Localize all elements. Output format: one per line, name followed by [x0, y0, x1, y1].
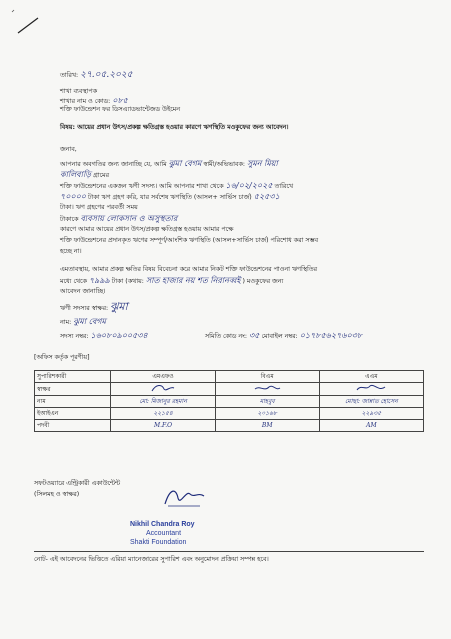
addressee-line-3: শক্তি ফাউন্ডেশন ফর ডিসএ্যাডভান্টেজড উইমেন	[60, 106, 181, 113]
stamp-org: Shakti Foundation	[130, 539, 187, 546]
row-label-signature: স্বাক্ষর	[35, 383, 111, 396]
am-ein: ২২৯৩৫	[319, 408, 423, 420]
table-row	[35, 408, 424, 420]
body-text: গ্রামের	[92, 172, 110, 179]
am-designation: AM	[319, 420, 423, 432]
body-text: মধ্যে থেকে	[60, 278, 87, 285]
member-signature-label: ঋণী সদস্যর স্বাক্ষর:	[60, 305, 109, 312]
mobile-label: মোবাইল নম্বর:	[261, 333, 298, 340]
bm-signature	[215, 383, 319, 396]
col-head-mfo: এমএফও	[111, 371, 215, 383]
col-head-am: এএম	[319, 371, 423, 383]
col-head-bm: বিএম	[215, 371, 319, 383]
body-line-8: শক্তি ফাউন্ডেশনের প্রদানকৃত ঋণের সম্পূর্ণ/আংশিক ঋণস্থিতি (আসল+সার্ভিস চার্জ) পরিশোধ করা সম্ভব	[60, 237, 319, 244]
table-row	[35, 383, 424, 396]
samity-code: ৩৫	[249, 331, 260, 340]
body-line-6	[60, 215, 177, 224]
table-row	[35, 420, 424, 432]
table-row	[35, 371, 424, 383]
member-signature: ঝুমা	[110, 300, 128, 313]
footer-note: নোট- এই আবেদনের ভিত্তিতে এরিয়া ম্যানেজারের সুপারিশ এবং অনুমোদন প্রক্রিয়া সম্পন্ন হবে।	[34, 556, 269, 563]
body-p2-line-2	[60, 277, 283, 286]
body-line-4	[60, 193, 280, 202]
subject-label: বিষয়:	[60, 124, 76, 131]
filled-guardian-name: সুমন মিয়া	[246, 159, 278, 168]
branch-label: শাখার নাম ও কোড:	[60, 98, 111, 105]
body-text: টাকা। ঋণ গ্রহণের পরবর্তী সময়	[60, 204, 138, 211]
body-line-1	[60, 160, 278, 169]
subject-text: আয়ের প্রধান উৎস/প্রকল্প ক্ষতিগ্রস্ত হওয়ার কারণে ঋণস্থিতি মওকুফের জন্য আবেদন।	[77, 124, 289, 131]
mobile-number: ০১৭৮৫৬২৭৬০৩৮	[299, 331, 363, 340]
recommendation-table	[34, 370, 424, 432]
col-head-recommender: সুপারিশকারী	[35, 371, 111, 383]
body-text: টাকা (কথায়:	[111, 278, 144, 285]
filled-outstanding: ৫২৫৩১	[253, 192, 280, 201]
filled-village: কালিবাড়ি	[60, 170, 91, 179]
accountant-stamp	[130, 520, 195, 547]
row-label-name: নাম	[35, 396, 111, 408]
filled-waiver-amount: ৭৯৯৯	[88, 276, 110, 285]
body-text: শক্তি ফাউন্ডেশনের একজন ঋণী সদস্য। আমি আপনার শাখা থেকে	[60, 183, 224, 190]
samity-label: সমিতি কোড নং:	[205, 333, 247, 340]
note-divider	[34, 551, 424, 552]
body-text: টাকাকে	[60, 216, 79, 223]
subject-line	[60, 124, 289, 132]
body-line-5	[60, 204, 138, 212]
corner-pen-mark	[0, 0, 60, 50]
am-name: মোছা: জান্নাত হোসেন	[319, 396, 423, 408]
bm-designation: BM	[215, 420, 319, 432]
addressee-line-1: শাখা ব্যবস্থাপক	[60, 88, 98, 95]
date-label: তারিখ:	[60, 72, 79, 79]
mfo-signature	[111, 383, 215, 396]
body-line-9: হচ্ছে না।	[60, 248, 82, 255]
stamp-title: Accountant	[146, 530, 182, 537]
salutation: জনাব,	[60, 146, 77, 153]
accountant-label: সফটওয়্যারে এন্ট্রিকারী একাউন্টেন্ট	[34, 480, 120, 487]
member-name: ঝুমা বেগম	[73, 317, 106, 326]
member-name-line	[60, 318, 106, 327]
member-number: ১৬০৮০৯০০৫৩৪	[90, 331, 148, 340]
filled-member-name: ঝুমা বেগম	[168, 159, 202, 168]
member-signature-line	[60, 300, 128, 313]
stamp-name: Nikhil Chandra Roy	[130, 521, 195, 528]
filled-loan-date: ১৬/০২/২০২৫	[225, 181, 273, 190]
body-text: আপনার অবগতির জন্য জানাচ্ছি যে, আমি	[60, 161, 167, 168]
row-label-designation: পদবী	[35, 420, 111, 432]
row-label-ein: ইআইএন	[35, 408, 111, 420]
table-row	[35, 396, 424, 408]
filled-loan-amount: ৭০০০০	[60, 192, 87, 201]
date-value: ২৭.০৫.২০২৫	[80, 70, 133, 80]
body-text: ) মওকুফের জন্য	[242, 278, 284, 285]
body-text: তারিখে	[274, 183, 294, 190]
bm-name: মাহবুব	[215, 396, 319, 408]
body-line-2	[60, 171, 109, 180]
addressee-line-2	[60, 97, 128, 106]
body-p2-line-3: আবেদন জানাচ্ছি।	[60, 288, 106, 295]
filled-waiver-words: সাত হাজার নয় শত নিরানব্বই	[145, 276, 241, 285]
filled-cause: ব্যবসায় লোকসান ও অসুস্থতার	[80, 214, 178, 223]
body-p2-line-1: এমতাবস্থায়, আমার প্রকল্প ক্ষতির বিষয় বিবেচনা করে আমার নিকট শক্তি ফাউন্ডেশনের পাওনা ঋণস্থিতির	[60, 266, 317, 273]
member-number-label: সদস্য নম্বর:	[60, 333, 89, 340]
body-text: স্বামী/অভিভাবক:	[203, 161, 245, 168]
body-line-3	[60, 182, 293, 191]
body-line-7: কারণে আমার আয়ের প্রধান উৎস/প্রকল্প ক্ষতিগ্রস্ত হওয়ায় আমার পক্ষে	[60, 226, 234, 233]
seal-signature-label: (সিলমহ ও স্বাক্ষর)	[34, 491, 80, 498]
date-line	[60, 71, 133, 80]
body-text: টাকা ঋণ গ্রহণ করি, যার সর্বশেষ ঋণস্থিতি (আসল+ সার্ভিস চার্জ)	[88, 194, 252, 201]
member-name-label: নাম:	[60, 319, 72, 326]
am-signature	[319, 383, 423, 396]
samity-mobile-line	[205, 332, 362, 341]
branch-code: ০৮৫	[112, 96, 128, 105]
accountant-signature	[160, 484, 210, 510]
mfo-ein: ২২১৫৪	[111, 408, 215, 420]
mfo-name: মো: মিজানুর রহমান	[111, 396, 215, 408]
mfo-designation: M.F.O	[111, 420, 215, 432]
office-heading: [অফিস কর্তৃক পূরণীয়]	[34, 354, 90, 361]
member-number-line	[60, 332, 148, 341]
bm-ein: ২০১৬৮	[215, 408, 319, 420]
